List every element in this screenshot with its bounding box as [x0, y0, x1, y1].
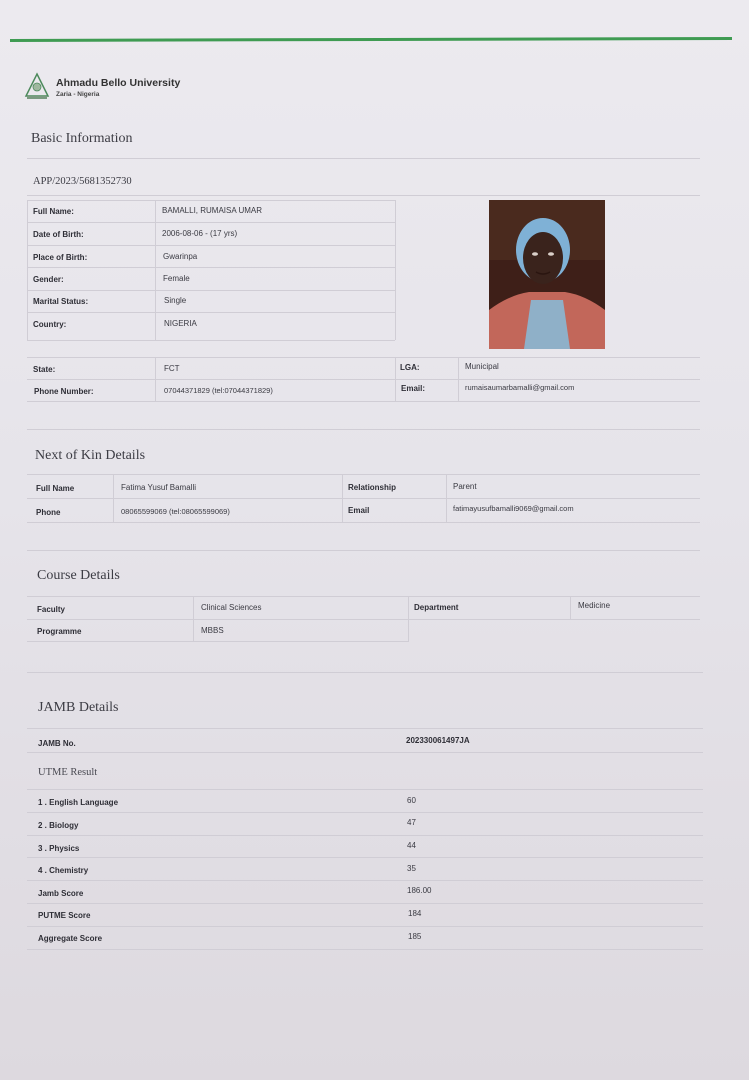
result-score: 35	[407, 864, 416, 873]
kin-relationship-value: Parent	[453, 482, 477, 491]
divider	[193, 596, 194, 641]
utme-result-title: UTME Result	[38, 767, 98, 778]
programme-value: MBBS	[201, 626, 224, 635]
divider	[27, 290, 395, 291]
applicant-passport-photo	[489, 200, 605, 349]
result-subject: Jamb Score	[38, 889, 84, 898]
result-score: 184	[408, 909, 422, 918]
lga-label: LGA:	[400, 363, 420, 372]
place-of-birth-label: Place of Birth:	[33, 253, 88, 262]
divider	[27, 835, 703, 836]
kin-relationship-label: Relationship	[348, 483, 397, 492]
divider	[27, 857, 703, 858]
divider	[395, 200, 396, 340]
divider	[155, 357, 156, 401]
result-score: 60	[407, 796, 416, 805]
divider	[27, 222, 395, 223]
department-label: Department	[414, 603, 459, 612]
divider	[27, 158, 700, 159]
divider	[113, 474, 114, 522]
divider	[27, 641, 409, 642]
jamb-no-value: 202330061497JA	[406, 736, 470, 745]
email-label: Email:	[401, 384, 426, 393]
divider	[155, 200, 156, 340]
result-subject: PUTME Score	[38, 911, 91, 920]
kin-email-value: fatimayusufbamalli9069@gmail.com	[453, 504, 574, 513]
divider	[27, 672, 703, 673]
divider	[27, 379, 700, 380]
divider	[27, 401, 700, 402]
divider	[27, 752, 703, 753]
marital-status-label: Marital Status:	[33, 297, 89, 306]
divider	[570, 596, 571, 619]
header-green-rule	[10, 37, 732, 42]
divider	[27, 195, 700, 196]
divider	[27, 357, 700, 358]
divider	[27, 596, 700, 597]
result-subject: 4 . Chemistry	[38, 866, 89, 875]
university-crest-icon	[24, 72, 50, 100]
divider	[27, 949, 703, 950]
divider	[27, 812, 703, 813]
divider	[27, 728, 703, 729]
divider	[27, 200, 395, 201]
course-details-title: Course Details	[37, 568, 120, 583]
basic-info-title: Basic Information	[31, 131, 133, 146]
dob-label: Date of Birth:	[33, 230, 84, 239]
divider	[27, 926, 703, 927]
divider	[458, 357, 459, 401]
university-location: Zaria - Nigeria	[56, 91, 100, 98]
result-score: 186.00	[407, 886, 432, 895]
divider	[27, 619, 700, 620]
divider	[27, 550, 700, 551]
full-name-value: BAMALLI, RUMAISA UMAR	[162, 206, 263, 215]
result-score: 47	[407, 818, 416, 827]
divider	[27, 880, 703, 881]
jamb-no-label: JAMB No.	[38, 739, 76, 748]
gender-value: Female	[163, 274, 190, 283]
country-label: Country:	[33, 320, 67, 329]
divider	[395, 357, 396, 401]
divider	[446, 474, 447, 522]
divider	[408, 596, 409, 641]
dob-value: 2006-08-06 - (17 yrs)	[162, 229, 238, 238]
department-value: Medicine	[578, 601, 611, 610]
kin-phone-label: Phone	[36, 508, 61, 517]
phone-number-value: 07044371829 (tel:07044371829)	[164, 386, 273, 395]
divider	[342, 474, 343, 522]
kin-full-name-label: Full Name	[36, 484, 75, 493]
faculty-label: Faculty	[37, 605, 66, 614]
lga-value: Municipal	[465, 362, 499, 371]
result-subject: Aggregate Score	[38, 934, 103, 943]
result-subject: 1 . English Language	[38, 798, 119, 807]
country-value: NIGERIA	[164, 319, 197, 328]
divider	[27, 474, 700, 475]
phone-number-label: Phone Number:	[34, 387, 94, 396]
email-value: rumaisaumarbamalli@gmail.com	[465, 383, 575, 392]
result-score: 44	[407, 841, 416, 850]
kin-full-name-value: Fatima Yusuf Bamalli	[121, 483, 196, 492]
divider	[27, 267, 395, 268]
divider	[27, 522, 700, 523]
state-label: State:	[33, 365, 56, 374]
application-number: APP/2023/5681352730	[33, 176, 132, 187]
divider	[27, 429, 700, 430]
kin-email-label: Email	[348, 506, 370, 515]
divider	[27, 340, 395, 341]
result-score: 185	[408, 932, 422, 941]
divider	[27, 312, 395, 313]
gender-label: Gender:	[33, 275, 64, 284]
next-of-kin-title: Next of Kin Details	[35, 448, 146, 463]
divider	[27, 789, 703, 790]
kin-phone-value: 08065599069 (tel:08065599069)	[121, 507, 230, 516]
divider	[27, 200, 28, 340]
programme-label: Programme	[37, 627, 82, 636]
divider	[27, 245, 395, 246]
marital-status-value: Single	[164, 296, 187, 305]
result-subject: 2 . Biology	[38, 821, 79, 830]
divider	[27, 903, 703, 904]
faculty-value: Clinical Sciences	[201, 603, 262, 612]
full-name-label: Full Name:	[33, 207, 74, 216]
result-subject: 3 . Physics	[38, 844, 80, 853]
university-name: Ahmadu Bello University	[56, 77, 181, 89]
place-of-birth-value: Gwarinpa	[163, 252, 198, 261]
state-value: FCT	[164, 364, 180, 373]
jamb-details-title: JAMB Details	[38, 700, 119, 715]
divider	[27, 498, 700, 499]
